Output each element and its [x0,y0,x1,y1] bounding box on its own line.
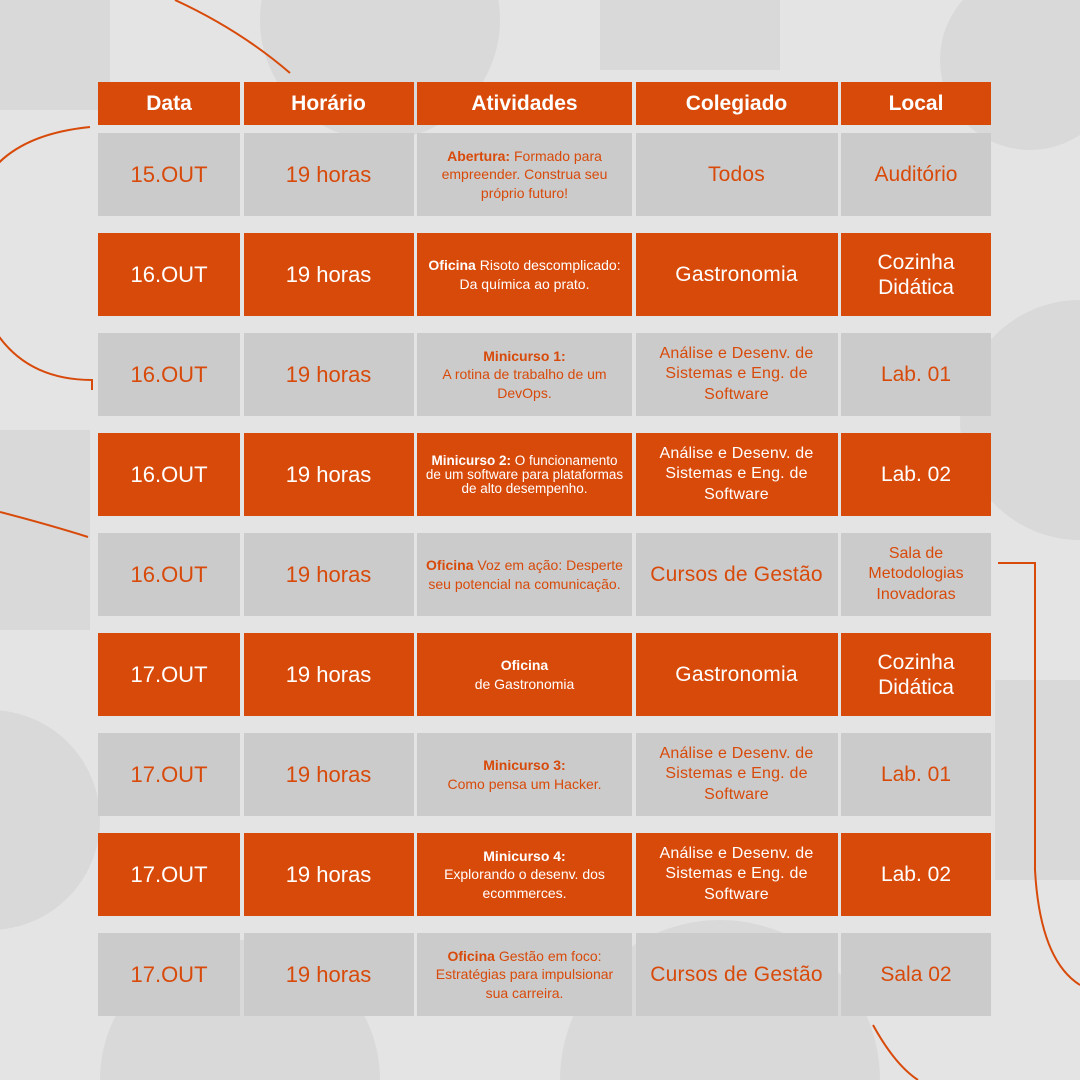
deco-arc-left [0,127,92,390]
activity-title: Minicurso 4: [483,847,566,864]
activity-title: Minicurso 3: [483,757,566,773]
bg-circle [0,710,100,930]
activity-title: Oficina [447,947,495,964]
table-row [98,233,991,316]
date-cell: 16.OUT [98,333,240,416]
table-header [98,82,991,125]
activity-description: Formado para empreender. Construa seu próprio futuro! [441,147,608,201]
colegiado-cell: Análise e Desenv. de Sistemas e Eng. de Software [636,433,838,516]
table-row [98,333,991,416]
activity-description: A rotina de trabalho de um DevOps. [442,366,607,401]
activity-description: Como pensa um Hacker. [447,775,602,792]
local-cell: Sala de Metodologias Inovadoras [841,533,991,616]
activity-description: Explorando o desenv. dos ecommerces. [444,866,605,901]
date-cell: 17.OUT [98,733,240,816]
local-cell: Lab. 02 [841,833,991,916]
date-cell: 17.OUT [98,633,240,716]
table-row [98,633,991,716]
header-local: Local [841,82,991,125]
activity-description: O funcionamento de um software para plataformas de alto desempenho. [425,452,624,496]
activity-description: Gestão em foco: Estratégias para impulsionar sua carreira. [435,947,614,1001]
table-row [98,833,991,916]
activity-cell [417,333,632,416]
header-data: Data [98,82,240,125]
bg-square [600,0,780,70]
bg-square [0,0,110,110]
time-cell: 19 horas [244,433,414,516]
activity-cell [417,833,632,916]
activity-description: Risoto descomplicado: Da química ao prato. [459,257,621,292]
time-cell: 19 horas [244,533,414,616]
date-cell: 16.OUT [98,233,240,316]
activity-description: Voz em ação: Desperte seu potencial na comunicação. [428,557,623,592]
activity-title: Abertura: [447,147,511,164]
activity-cell [417,633,632,716]
time-cell: 19 horas [244,133,414,216]
local-cell: Sala 02 [841,933,991,1016]
colegiado-cell: Gastronomia [636,233,838,316]
time-cell: 19 horas [244,833,414,916]
bg-square [0,430,90,630]
time-cell: 19 horas [244,733,414,816]
activity-title: Oficina [426,557,474,573]
schedule-table [98,82,991,1016]
time-cell: 19 horas [244,633,414,716]
local-cell: Cozinha Didática [841,233,991,316]
date-cell: 16.OUT [98,433,240,516]
local-cell: Lab. 01 [841,333,991,416]
colegiado-cell: Análise e Desenv. de Sistemas e Eng. de Software [636,833,838,916]
activity-cell [417,133,632,216]
bg-square [995,680,1080,880]
time-cell: 19 horas [244,933,414,1016]
header-horario: Horário [244,82,414,125]
activity-cell [417,533,632,616]
activity-cell [417,933,632,1016]
activity-title: Oficina [428,257,476,273]
colegiado-cell: Cursos de Gestão [636,533,838,616]
colegiado-cell: Análise e Desenv. de Sistemas e Eng. de Software [636,333,838,416]
activity-title: Minicurso 2: [431,452,511,468]
table-row [98,533,991,616]
activity-cell [417,233,632,316]
table-row [98,733,991,816]
date-cell: 17.OUT [98,833,240,916]
activity-title: Minicurso 1: [483,347,566,364]
local-cell: Lab. 02 [841,433,991,516]
header-atividades: Atividades [417,82,632,125]
activity-description: de Gastronomia [474,675,575,692]
activity-cell [417,733,632,816]
local-cell: Lab. 01 [841,733,991,816]
local-cell: Cozinha Didática [841,633,991,716]
table-row [98,933,991,1016]
header-colegiado: Colegiado [636,82,838,125]
colegiado-cell: Gastronomia [636,633,838,716]
date-cell: 15.OUT [98,133,240,216]
colegiado-cell: Todos [636,133,838,216]
table-row [98,133,991,216]
colegiado-cell: Análise e Desenv. de Sistemas e Eng. de Software [636,733,838,816]
table-row [98,433,991,516]
colegiado-cell: Cursos de Gestão [636,933,838,1016]
activity-cell [417,433,632,516]
date-cell: 16.OUT [98,533,240,616]
activity-title: Oficina [500,657,549,673]
time-cell: 19 horas [244,333,414,416]
time-cell: 19 horas [244,233,414,316]
local-cell: Auditório [841,133,991,216]
date-cell: 17.OUT [98,933,240,1016]
